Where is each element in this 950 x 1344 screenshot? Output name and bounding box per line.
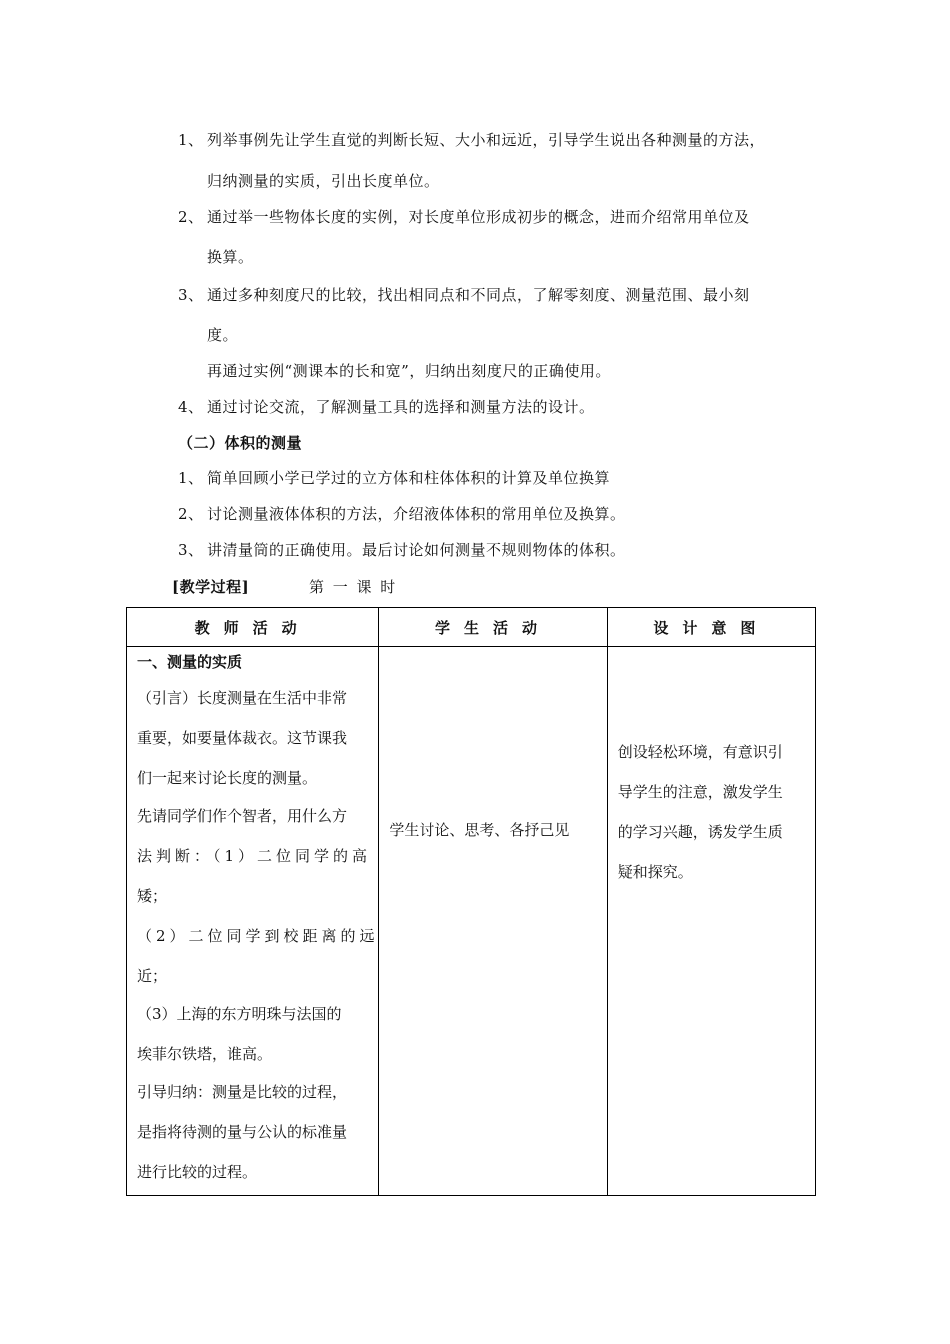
design-intent-cell	[607, 647, 815, 1196]
header-design-intent: 设计意图	[607, 608, 815, 647]
table-header-row	[127, 608, 816, 647]
list-text: 通过举一些物体长度的实例，对长度单位形成初步的概念，进而介绍常用单位及	[207, 208, 750, 226]
table-row	[127, 647, 816, 1196]
teacher-section-title: 一、测量的实质	[137, 653, 243, 671]
list-number: 2、	[178, 505, 204, 523]
list-text: 讨论测量液体体积的方法，介绍液体体积的常用单位及换算。	[207, 505, 626, 523]
teacher-line: 们一起来讨论长度的测量。	[137, 769, 318, 787]
header-teacher-activity: 教师活动	[127, 608, 379, 647]
teacher-line: 重要，如要量体裁衣。这节课我	[137, 729, 348, 747]
teacher-line: 矮；	[137, 887, 168, 905]
list-text: 度。	[207, 326, 239, 344]
list-text: 讲清量筒的正确使用。最后讨论如何测量不规则物体的体积。	[207, 541, 626, 559]
teacher-line: （3）上海的东方明珠与法国的	[137, 1005, 342, 1023]
list-number: 2、	[178, 208, 204, 226]
list-text: 换算。	[207, 248, 254, 266]
student-activity-cell	[379, 647, 607, 1196]
lesson-label: 第 一 课 时	[309, 578, 398, 596]
list-text: 列举事例先让学生直觉的判断长短、大小和远近，引导学生说出各种测量的方法，	[207, 131, 766, 149]
teacher-line: 进行比较的过程。	[137, 1163, 258, 1181]
list-number: 3、	[178, 541, 204, 559]
teacher-line: （引言）长度测量在生活中非常	[137, 689, 348, 707]
teacher-line: （2）二位同学到校距离的远	[137, 927, 379, 945]
design-line: 创设轻松环境，有意识引	[617, 743, 783, 761]
teacher-line: 先请同学们作个智者，用什么方	[137, 807, 348, 825]
list-text: 归纳测量的实质，引出长度单位。	[207, 172, 440, 190]
process-label: [教学过程]	[172, 578, 250, 596]
design-line: 疑和探究。	[617, 863, 693, 881]
list-text: 通过多种刻度尺的比较，找出相同点和不同点，了解零刻度、测量范围、最小刻	[207, 286, 750, 304]
list-number: 3、	[178, 286, 204, 304]
teacher-line: 埃菲尔铁塔，谁高。	[137, 1045, 273, 1063]
list-number: 1、	[178, 469, 204, 487]
list-text: 简单回顾小学已学过的立方体和柱体体积的计算及单位换算	[207, 469, 611, 487]
design-line: 导学生的注意，激发学生	[617, 783, 783, 801]
lesson-table	[126, 607, 816, 1196]
teacher-activity-cell	[127, 647, 379, 1196]
list-text: 通过讨论交流，了解测量工具的选择和测量方法的设计。	[207, 398, 595, 416]
list-number: 4、	[178, 398, 204, 416]
teacher-line: 是指将待测的量与公认的标准量	[137, 1123, 348, 1141]
section-heading: （二）体积的测量	[178, 434, 303, 452]
student-activity-text: 学生讨论、思考、各抒己见	[389, 821, 570, 839]
list-number: 1、	[178, 131, 204, 149]
design-line: 的学习兴趣，诱发学生质	[617, 823, 783, 841]
teacher-line: 法判断：（1）二位同学的高	[137, 847, 372, 865]
teacher-line: 近；	[137, 967, 168, 985]
header-student-activity: 学生活动	[379, 608, 607, 647]
teacher-line: 引导归纳：测量是比较的过程，	[137, 1083, 348, 1101]
list-text: 再通过实例“测课本的长和宽”，归纳出刻度尺的正确使用。	[207, 362, 611, 380]
